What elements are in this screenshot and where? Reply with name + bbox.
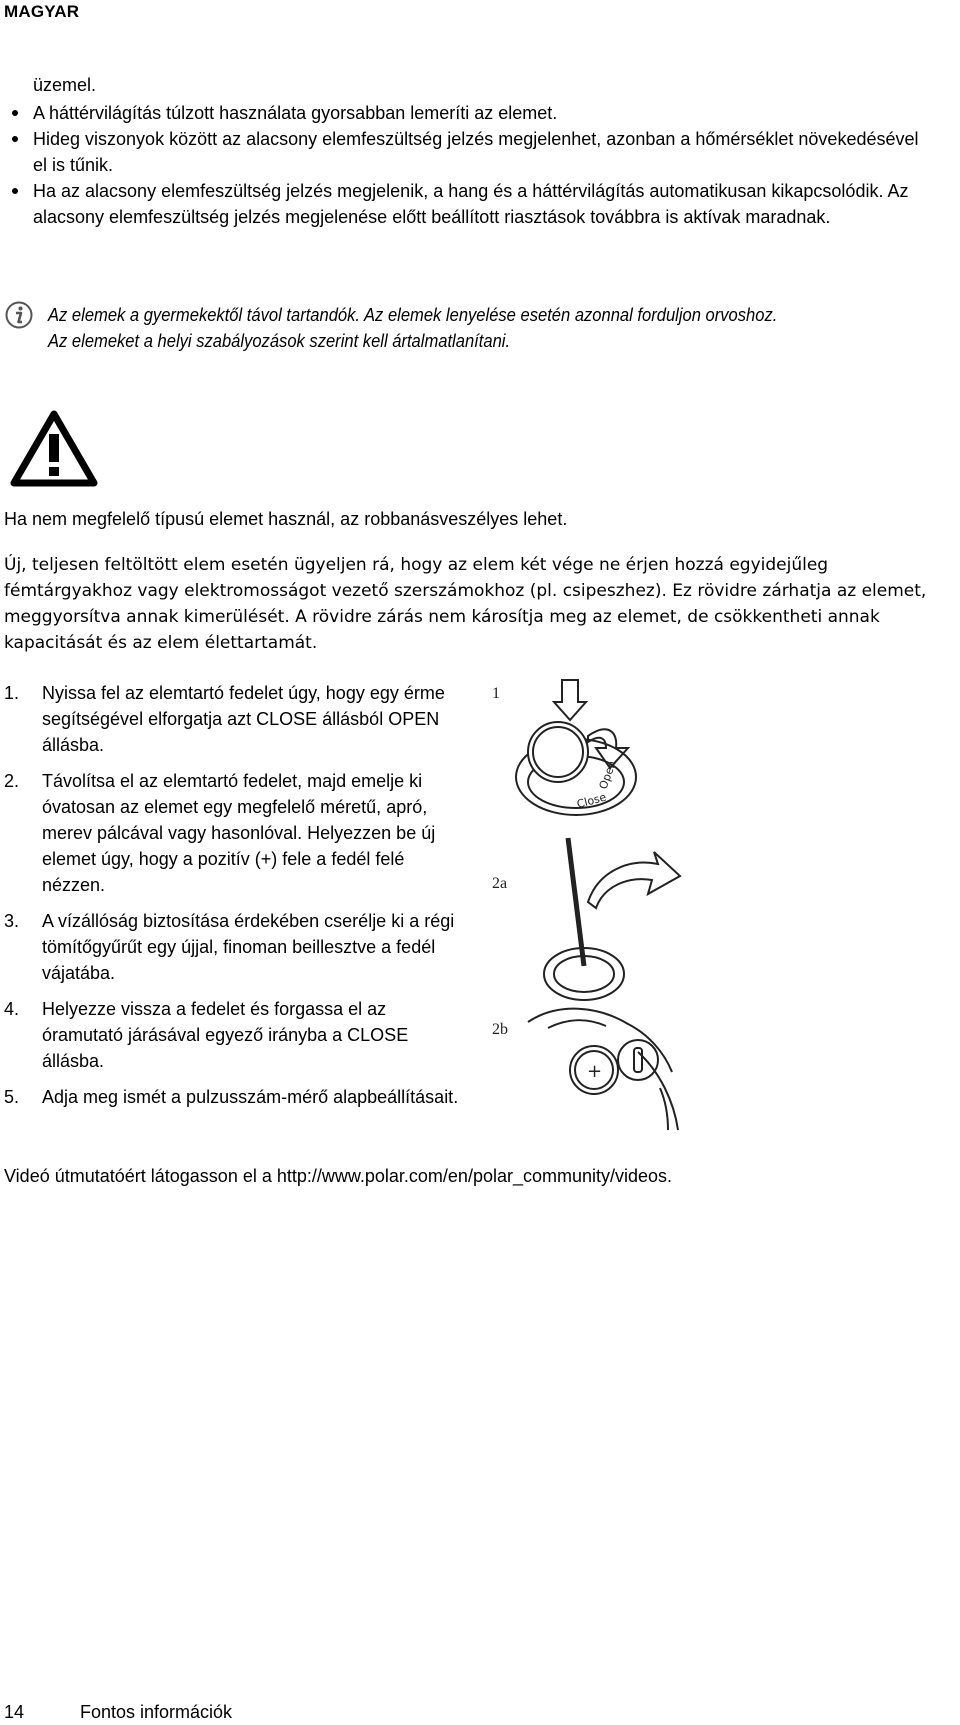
coin-shape bbox=[528, 722, 588, 782]
step-number: 3. bbox=[4, 911, 20, 931]
step-text: Adja meg ismét a pulzusszám-mérő alapbeállításait. bbox=[42, 1087, 459, 1107]
warning-text: Ha nem megfelelő típusú elemet használ, az robbanásveszélyes lehet. bbox=[4, 509, 568, 529]
figure-label: 2a bbox=[492, 875, 508, 892]
video-guide-text: Videó útmutatóért látogasson el a http://www.polar.com/en/polar_community/videos. bbox=[4, 1166, 673, 1186]
info-icon bbox=[4, 300, 34, 330]
short-circuit-paragraph: Új, teljesen feltöltött elem esetén ügyeljen rá, hogy az elem két vége ne érjen hozzá egyidejűleg fémtárgyakhoz vagy elektromosságot vezető szerszámokhoz (pl. csipeszhez). Ez rövidre zárhatja az elemet, meggyorsítva annak kimerülését. A rövidre zárás nem károsítja meg az elemet, de csökkentheti annak kapacitását és az elem élettartamát. bbox=[4, 555, 927, 653]
step-item bbox=[4, 996, 460, 1074]
step-number: 5. bbox=[4, 1087, 20, 1107]
info-note-line: Az elemek a gyermekektől távol tartandók. Az elemek lenyelése esetén azonnal forduljon orvoshoz. bbox=[48, 305, 778, 325]
bullet-text: Hideg viszonyok között az alacsony elemfeszültség jelzés megjelenhet, azonban a hőmérséklet növekedésével el is tűnik. bbox=[33, 129, 919, 175]
down-arrow-icon bbox=[554, 680, 586, 720]
bullet-text: A háttérvilágítás túlzott használata gyorsabban lemeríti az elemet. bbox=[33, 103, 558, 123]
battery-replacement-illustration bbox=[488, 672, 708, 1142]
bullet-item bbox=[12, 126, 932, 178]
bullet-dot-icon bbox=[12, 136, 18, 142]
step-number: 2. bbox=[4, 771, 20, 791]
step-number: 4. bbox=[4, 999, 20, 1019]
step-text: Távolítsa el az elemtartó fedelet, majd emelje ki óvatosan az elemet egy megfelelő méretű, apró, merev pálcával vagy hasonlóval. Helyezzen be új elemet úgy, hogy a pozitív (+) fele a fedél felé nézzen. bbox=[42, 771, 436, 895]
step-number: 1. bbox=[4, 683, 20, 703]
lift-arrow-icon bbox=[588, 852, 680, 908]
figure-label: 1 bbox=[492, 685, 500, 702]
stick-shape bbox=[568, 838, 584, 966]
bullet-text: Ha az alacsony elemfeszültség jelzés megjelenik, a hang és a háttérvilágítás automatikusan kikapcsolódik. Az alacsony elemfeszültség jelzés megjelenése előtt beállított riasztások továbbra is aktívak maradnak. bbox=[33, 181, 909, 227]
bullet-item bbox=[12, 100, 932, 126]
battery-bullet-list bbox=[12, 100, 932, 230]
plus-label: + bbox=[587, 1061, 603, 1082]
step-text: Nyissa fel az elemtartó fedelet úgy, hogy egy érme segítségével elforgatja azt CLOSE állásból OPEN állásba. bbox=[42, 683, 445, 755]
language-header: MAGYAR bbox=[4, 2, 80, 21]
step-text: Helyezze vissza a fedelet és forgassa el az óramutató járásával egyező irányba a CLOSE állásba. bbox=[42, 999, 409, 1071]
close-label: Close bbox=[575, 790, 608, 811]
section-title: Fontos információk bbox=[80, 1702, 233, 1722]
bullet-item bbox=[12, 178, 932, 230]
warning-triangle-icon bbox=[10, 410, 98, 488]
info-note bbox=[48, 302, 777, 354]
page-number: 14 bbox=[4, 1702, 25, 1722]
figure-label: 2b bbox=[492, 1021, 508, 1038]
bullet-dot-icon bbox=[12, 110, 18, 116]
battery-replacement-steps bbox=[4, 680, 460, 1120]
info-note-line: Az elemeket a helyi szabályozások szerint kell ártalmatlanítani. bbox=[48, 331, 511, 351]
step-text: A vízállóság biztosítása érdekében cserélje ki a régi tömítőgyűrűt egy újjal, finoman beillesztve a fedél vájatába. bbox=[42, 911, 455, 983]
open-label: Open bbox=[596, 758, 619, 792]
continuation-text: üzemel. bbox=[33, 75, 97, 95]
step-item bbox=[4, 680, 460, 758]
battery-cover-shape bbox=[618, 1040, 658, 1080]
step-item bbox=[4, 768, 460, 898]
bullet-dot-icon bbox=[12, 188, 18, 194]
step-item bbox=[4, 908, 460, 986]
step-item bbox=[4, 1084, 460, 1110]
